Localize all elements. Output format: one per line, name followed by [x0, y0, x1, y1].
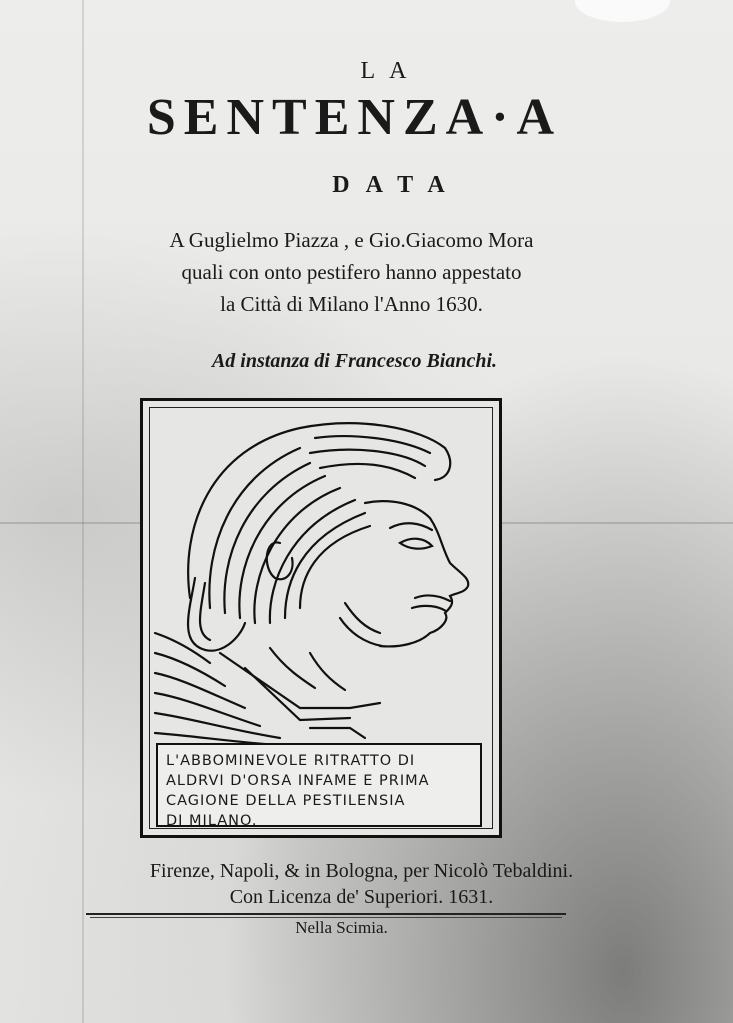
- woodcut-inner-border: [149, 407, 493, 829]
- woodcut-caption: [156, 743, 482, 827]
- portrait-woodcut: [150, 408, 498, 748]
- dedication-line-1: A Guglielmo Piazza , e Gio.Giacomo Mora: [169, 228, 534, 252]
- dedication-line-3: la Città di Milano l'Anno 1630.: [220, 292, 483, 316]
- imprint-line-1: Firenze, Napoli, & in Bologna, per Nicolò Tebaldini.: [149, 860, 574, 882]
- caption-line-4: DI MILANO.: [166, 813, 258, 829]
- imprint-line-2: Con Licenza de' Superiori. 1631.: [229, 886, 494, 908]
- caption-line-3: CAGIONE DELLA PESTILENSIA: [166, 793, 406, 809]
- imprint-footer: Nella Scimia.: [295, 918, 388, 937]
- dedication-block: [0, 224, 718, 320]
- title-article: LA: [360, 58, 421, 84]
- caption-line-2: ALDRVI D'ORSA INFAME E PRIMA: [166, 773, 430, 789]
- title-subtitle: DATA: [332, 172, 461, 198]
- caption-line-1: L'ABBOMINEVOLE RITRATTO DI: [166, 753, 416, 769]
- woodcut-frame: [140, 398, 502, 838]
- imprint-rule: [86, 913, 566, 915]
- torn-corner: [575, 0, 670, 22]
- instance-line: Ad instanza di Francesco Bianchi.: [211, 350, 498, 372]
- page-title: SENTENZA·A: [146, 89, 563, 146]
- imprint-block: [0, 858, 728, 910]
- collar: [220, 653, 380, 708]
- dedication-line-2: quali con onto pestifero hanno appestato: [181, 260, 522, 284]
